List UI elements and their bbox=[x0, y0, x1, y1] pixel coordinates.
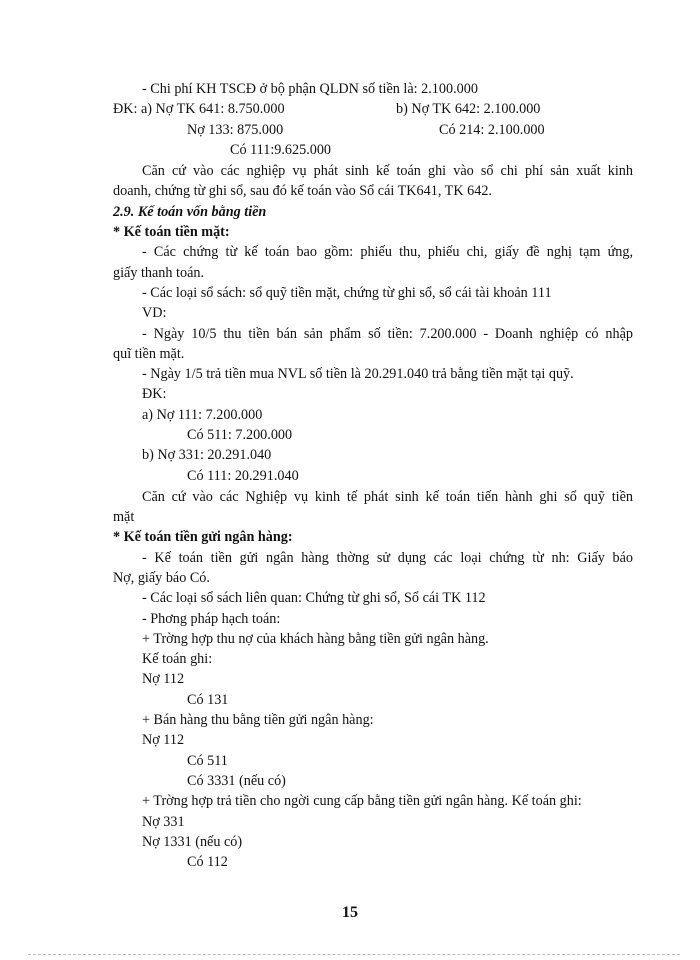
text-line: - Ngày 1/5 trả tiền mua NVL số tiền là 20.291.040 trả bằng tiền mặt tại quỹ. bbox=[142, 366, 574, 382]
text-line: Có 111: 20.291.040 bbox=[187, 468, 299, 484]
text-line: ĐK: a) Nợ TK 641: 8.750.000 bbox=[113, 101, 285, 117]
text-line: ĐK: bbox=[142, 386, 167, 402]
text-line: Nợ 112 bbox=[142, 732, 185, 748]
text-line: Nợ 112 bbox=[142, 671, 185, 687]
text-line: + Trờng hợp trả tiền cho ngời cung cấp bằng tiền gửi ngân hàng. Kế toán ghi: bbox=[142, 793, 582, 809]
text-line: giấy thanh toán. bbox=[113, 265, 205, 281]
text-line: mặt bbox=[113, 509, 135, 525]
text-line: - Phơng pháp hạch toán: bbox=[142, 611, 281, 627]
subsection-heading: * Kế toán tiền gửi ngân hàng: bbox=[113, 529, 293, 545]
text-line: quĩ tiền mặt. bbox=[113, 346, 185, 362]
text-line: + Bán hàng thu bằng tiền gửi ngân hàng: bbox=[142, 712, 374, 728]
text-line: Có 511: 7.200.000 bbox=[187, 427, 293, 443]
text-line: Có 111:9.625.000 bbox=[230, 142, 332, 158]
text-line: + Trờng hợp thu nợ của khách hàng bằng tiền gửi ngân hàng. bbox=[142, 631, 489, 647]
subsection-heading: * Kế toán tiền mặt: bbox=[113, 224, 230, 240]
paragraph-line: - Các chứng từ kế toán bao gồm: phiếu thu, phiếu chi, giấy đề nghị tạm ứng, bbox=[142, 244, 633, 260]
text-line: Có 214: 2.100.000 bbox=[439, 122, 545, 138]
text-line: Có 511 bbox=[187, 753, 228, 769]
section-heading: 2.9. Kế toán vốn bằng tiền bbox=[113, 204, 267, 220]
text-line: b) Nợ TK 642: 2.100.000 bbox=[396, 101, 541, 117]
text-line: - Các loại sổ sách liên quan: Chứng từ ghi sổ, Sổ cái TK 112 bbox=[142, 590, 486, 606]
text-line: doanh, chứng từ ghi sổ, sau đó kế toán vào Sổ cái TK641, TK 642. bbox=[113, 183, 492, 199]
page-bottom-divider bbox=[28, 954, 680, 955]
text-line: - Chi phí KH TSCĐ ở bộ phận QLDN số tiền là: 2.100.000 bbox=[142, 81, 478, 97]
paragraph-line: Căn cứ vào các nghiệp vụ phát sinh kế toán ghi vào sổ chi phí sản xuất kinh bbox=[142, 163, 633, 179]
text-line: Nợ 331 bbox=[142, 814, 185, 830]
text-line: Có 112 bbox=[187, 854, 228, 870]
text-line: Có 3331 (nếu có) bbox=[187, 773, 286, 789]
paragraph-line: - Ngày 10/5 thu tiền bán sản phẩm số tiền: 7.200.000 - Doanh nghiệp có nhập bbox=[142, 326, 633, 342]
text-line: - Các loại sổ sách: sổ quỹ tiền mặt, chứng từ ghi sổ, sổ cái tài khoản 111 bbox=[142, 285, 552, 301]
page-number: 15 bbox=[342, 904, 358, 921]
text-line: Kế toán ghi: bbox=[142, 651, 213, 667]
text-line: Nợ 1331 (nếu có) bbox=[142, 834, 243, 850]
text-line: b) Nợ 331: 20.291.040 bbox=[142, 447, 272, 463]
text-line: a) Nợ 111: 7.200.000 bbox=[142, 407, 263, 423]
text-line: VD: bbox=[142, 305, 167, 321]
paragraph-line: Căn cứ vào các Nghiệp vụ kinh tế phát sinh kế toán tiến hành ghi sổ quỹ tiền bbox=[142, 489, 633, 505]
paragraph-line: - Kế toán tiền gửi ngân hàng thờng sử dụng các loại chứng từ nh: Giấy báo bbox=[142, 550, 633, 566]
text-line: Nợ, giấy báo Có. bbox=[113, 570, 210, 586]
text-line: Có 131 bbox=[187, 692, 229, 708]
text-line: Nợ 133: 875.000 bbox=[187, 122, 284, 138]
